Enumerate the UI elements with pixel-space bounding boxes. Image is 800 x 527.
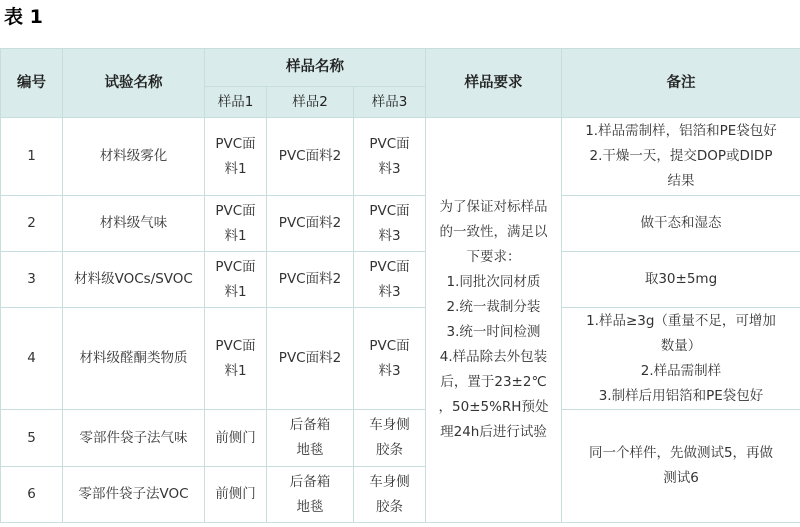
row-test-name: 材料级雾化 [63, 118, 205, 196]
row-sample-1: 前侧门 [205, 410, 267, 467]
row-sample-3: PVC面 料3 [354, 196, 426, 252]
row-sample-1: 前侧门 [205, 467, 267, 523]
row-id: 6 [1, 467, 63, 523]
row-sample-1: PVC面 料1 [205, 118, 267, 196]
row-sample-2: PVC面料2 [267, 308, 354, 410]
row-test-name: 零部件袋子法气味 [63, 410, 205, 467]
header-sample-3: 样品3 [354, 87, 426, 118]
table-row [1, 118, 800, 196]
header-sample-requirement: 样品要求 [426, 49, 562, 118]
row-test-name: 材料级醛酮类物质 [63, 308, 205, 410]
row-id: 1 [1, 118, 63, 196]
row-sample-2: PVC面料2 [267, 252, 354, 308]
row-sample-2: PVC面料2 [267, 196, 354, 252]
header-sample-2: 样品2 [267, 87, 354, 118]
row-note: 1.样品≥3g（重量不足，可增加 数量） 2.样品需制样 3.制样后用铝箔和PE袋包好 [562, 308, 800, 410]
row-id: 4 [1, 308, 63, 410]
row-id: 2 [1, 196, 63, 252]
header-notes: 备注 [562, 49, 800, 118]
row-sample-3: PVC面 料3 [354, 252, 426, 308]
row-sample-3: 车身侧 胶条 [354, 410, 426, 467]
row-sample-3: 车身侧 胶条 [354, 467, 426, 523]
row-note: 做干态和湿态 [562, 196, 800, 252]
row-note: 1.样品需制样，铝箔和PE袋包好 2.干燥一天，提交DOP或DIDP 结果 [562, 118, 800, 196]
header-test-name: 试验名称 [63, 49, 205, 118]
header-id: 编号 [1, 49, 63, 118]
row-sample-1: PVC面 料1 [205, 196, 267, 252]
row-id: 5 [1, 410, 63, 467]
header-sample-1: 样品1 [205, 87, 267, 118]
row-test-name: 材料级气味 [63, 196, 205, 252]
row-test-name: 零部件袋子法VOC [63, 467, 205, 523]
header-sample-names: 样品名称 [205, 49, 426, 87]
row-sample-2: PVC面料2 [267, 118, 354, 196]
table-row [1, 196, 800, 252]
row-sample-1: PVC面 料1 [205, 252, 267, 308]
row-sample-3: PVC面 料3 [354, 118, 426, 196]
row-sample-2: 后备箱 地毯 [267, 467, 354, 523]
table-row [1, 252, 800, 308]
row-note-5-6: 同一个样件，先做测试5，再做 测试6 [562, 410, 800, 523]
row-note: 取30±5mg [562, 252, 800, 308]
test-table [0, 48, 800, 523]
row-id: 3 [1, 252, 63, 308]
row-sample-2: 后备箱 地毯 [267, 410, 354, 467]
table-caption: 表 1 [4, 6, 43, 28]
table-row [1, 308, 800, 410]
row-sample-1: PVC面 料1 [205, 308, 267, 410]
row-sample-3: PVC面 料3 [354, 308, 426, 410]
row-test-name: 材料级VOCs/SVOC [63, 252, 205, 308]
table-row [1, 410, 800, 467]
sample-requirement-cell: 为了保证对标样品 的一致性，满足以 下要求： 1.同批次同材质 2.统一裁制分装 3.统一时间检测 4.样品除去外包装 后，置于23±2℃ ，50±5%RH预处 理24h后进行试验 [426, 118, 562, 523]
